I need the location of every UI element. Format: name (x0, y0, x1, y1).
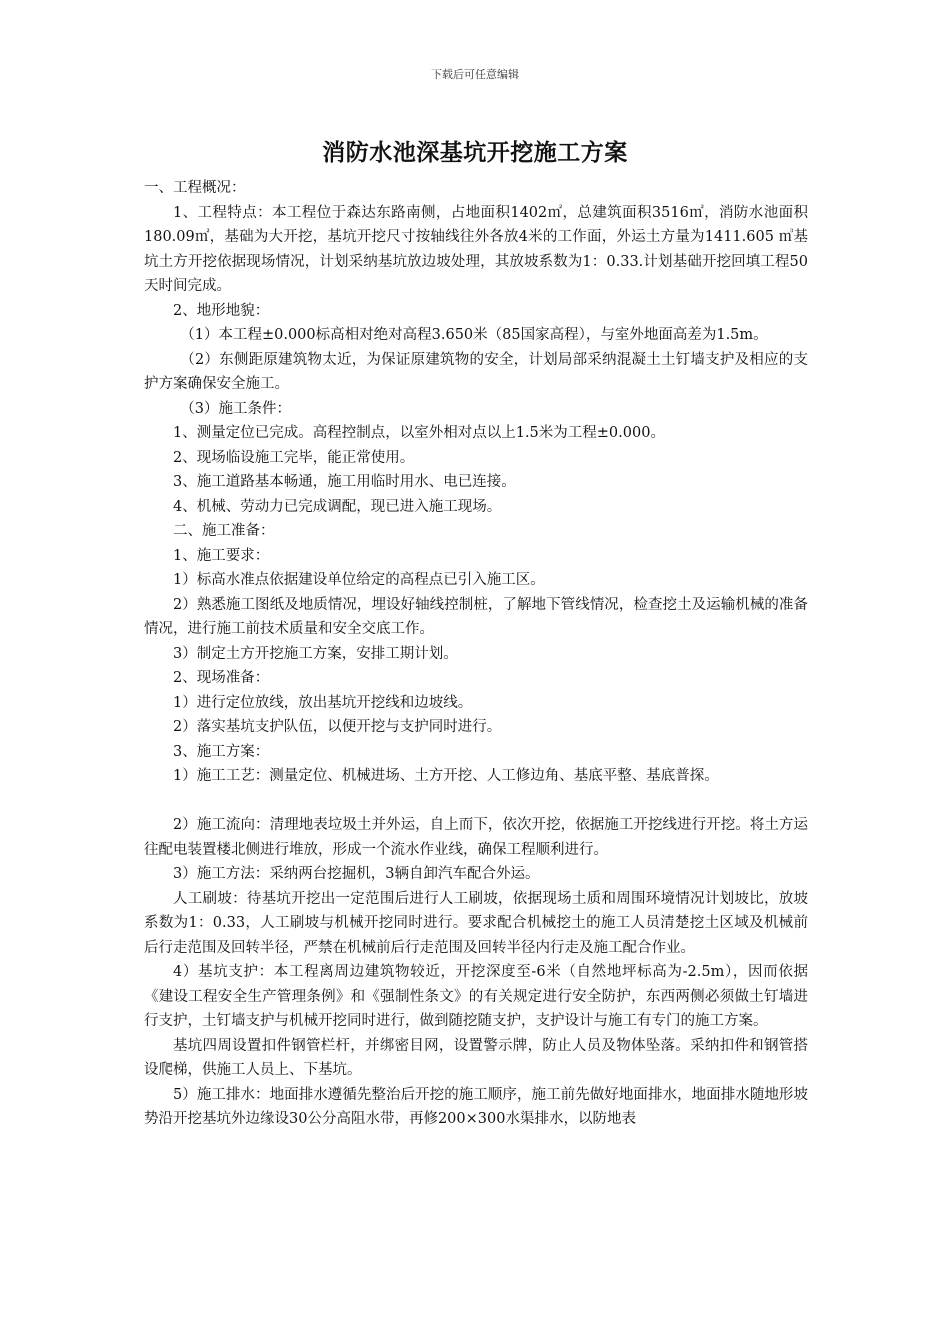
paragraph-method: 3）施工方法：采纳两台挖掘机，3辆自卸汽车配合外运。 (173, 866, 540, 882)
paragraph-conditions-heading: （3）施工条件： (180, 400, 291, 417)
paragraph-condition-1: 1、测量定位已完成。高程控制点，以室外相对点以上1.5米为工程±0.000。 (173, 425, 665, 441)
paragraph-condition-2: 2、现场临设施工完毕，能正常使用。 (173, 449, 415, 466)
paragraph-terrain-heading: 2、地形地貌： (173, 302, 270, 319)
paragraph-pit-support: 4）基坑支护：本工程离周边建筑物较近，开挖深度至-6米（自然地坪标高为-2.5m），因而依据《建设工程安全生产管理条例》和《强制性条文》的有关规定进行安全防护，东西两侧必须做土钉墙进行支护，土钉墙支护与机械开挖同时进行，做到随挖随支护，支护设计与施工有专门的施工方案。 (144, 964, 808, 1029)
paragraph-requirement-2: 2）熟悉施工图纸及地质情况，埋设好轴线控制桩，了解地下管线情况，检查挖土及运输机械的准备情况，进行施工前技术质量和安全交底工作。 (144, 596, 808, 637)
paragraph-site-prep-heading: 2、现场准备： (173, 670, 270, 686)
paragraph-condition-3: 3、施工道路基本畅通，施工用临时用水、电已连接。 (173, 474, 516, 490)
paragraph-railings: 基坑四周设置扣件钢管栏杆，并绑密目网，设置警示牌，防止人员及物体坠落。采纳扣件和钢管搭设爬梯，供施工人员上、下基坑。 (144, 1037, 808, 1078)
paragraph-condition-4: 4、机械、劳动力已完成调配，现已进入施工现场。 (173, 498, 502, 515)
blank-line (144, 789, 808, 814)
paragraph-flow-direction: 2）施工流向：清理地表垃圾土并外运，自上而下，依次开挖，依据施工开挖线进行开挖。将土方运往配电装置楼北侧进行堆放，形成一个流水作业线，确保工程顺利进行。 (144, 817, 808, 858)
paragraph-requirements-heading: 1、施工要求： (173, 547, 270, 564)
paragraph-plan-heading: 3、施工方案： (173, 743, 270, 760)
section-heading-overview: 一、工程概况： (144, 180, 246, 196)
paragraph-project-features: 1、工程特点：本工程位于森达东路南侧，占地面积1402㎡，总建筑面积3516㎡，消防水池面积180.09㎡，基础为大开挖，基坑开挖尺寸按轴线往外各放4米的工作面，外运土方量为1411.605 ㎥基坑土方开挖依据现场情况，计划采纳基坑放边坡处理，其放坡系数为1：0.33.计划基础开挖回填工程50天时间完成。 (144, 204, 808, 294)
header-note: 下载后可任意编辑 (431, 68, 519, 81)
paragraph-elevation: （1）本工程±0.000标高相对绝对高程3.650米（85国家高程），与室外地面高差为1.5m。 (180, 327, 768, 343)
paragraph-process: 1）施工工艺：测量定位、机械进场、土方开挖、人工修边角、基底平整、基底普探。 (173, 768, 719, 784)
section-heading-preparation: 二、施工准备： (173, 523, 275, 539)
paragraph-site-prep-1: 1）进行定位放线，放出基坑开挖线和边坡线。 (173, 694, 473, 711)
document-title: 消防水池深基坑开挖施工方案 (322, 140, 628, 166)
paragraph-drainage: 5）施工排水：地面排水遵循先整治后开挖的施工顺序，施工前先做好地面排水，地面排水随地形坡势沿开挖基坑外边缘设30公分高阻水带，再修200×300水渠排水，以防地表 (144, 1086, 808, 1127)
paragraph-requirement-3: 3）制定土方开挖施工方案，安排工期计划。 (173, 645, 458, 662)
document-body (144, 176, 808, 1132)
paragraph-requirement-1: 1）标高水准点依据建设单位给定的高程点已引入施工区。 (173, 572, 545, 588)
paragraph-site-prep-2: 2）落实基坑支护队伍，以便开挖与支护同时进行。 (173, 719, 502, 735)
paragraph-east-side: （2）东侧距原建筑物太近，为保证原建筑物的安全，计划局部采纳混凝土土钉墙支护及相应的支护方案确保安全施工。 (144, 351, 808, 392)
paragraph-manual-slope: 人工刷坡：待基坑开挖出一定范围后进行人工刷坡，依据现场土质和周围环境情况计划坡比，放坡系数为1：0.33，人工刷坡与机械开挖同时进行。要求配合机械挖土的施工人员清楚挖土区域及机械前后行走范围及回转半径，严禁在机械前后行走范围及回转半径内行走及施工配合作业。 (144, 890, 808, 956)
